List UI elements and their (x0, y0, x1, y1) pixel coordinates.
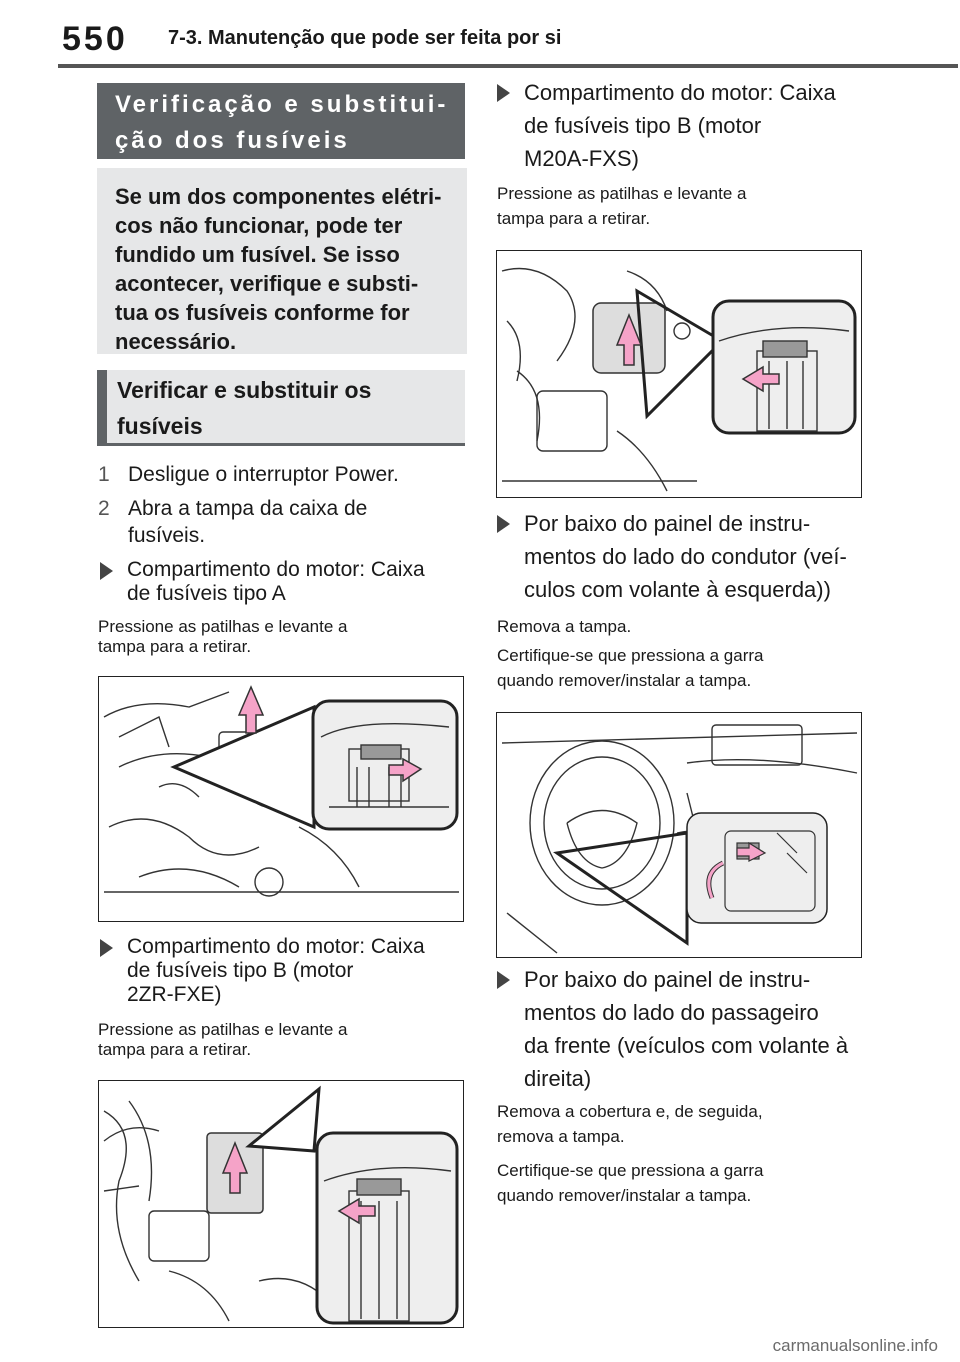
step-number: 1 (98, 463, 110, 486)
heading-line: Compartimento do motor: Caixa (127, 558, 425, 581)
fuse-box-type-b-m20a-heading (497, 76, 872, 176)
bullet-arrow-icon (100, 562, 113, 580)
callout-lines (557, 833, 687, 943)
bullet-arrow-icon (497, 84, 510, 102)
heading-line: Por baixo do painel de instru- (524, 967, 811, 992)
intro-line: necessário. (115, 329, 237, 354)
engine-bay-illustration (99, 677, 464, 922)
figure-fuse-box-type-a (98, 676, 464, 922)
section-title-line: ção dos fusíveis (115, 127, 350, 154)
heading-line: mentos do lado do condutor (veí- (524, 544, 847, 569)
step-text (128, 495, 473, 549)
body-line: Certifique-se que pressiona a garra (497, 1161, 764, 1180)
fuse-box-type-b-m20a-instructions (497, 181, 857, 231)
bullet-arrow-icon (497, 971, 510, 989)
detail-callout (313, 701, 457, 829)
step-2 (98, 495, 468, 551)
heading-text (524, 963, 869, 1095)
heading-text (127, 935, 467, 1007)
body-line: tampa para a retirar. (98, 637, 252, 656)
fuse-box-type-a-instructions (98, 617, 438, 657)
body-line: Pressione as patilhas e levante a (98, 617, 348, 636)
figure-fuse-box-type-b-m20a (496, 250, 862, 498)
fuse-box-type-b-2zr-heading (100, 935, 470, 1011)
step-text-line: fusíveis. (128, 524, 206, 547)
chapter-title: 7-3. Manutenção que pode ser feita por si (168, 27, 562, 49)
callout-lines (174, 707, 314, 827)
intro-line: Se um dos componentes elétri- (115, 184, 442, 209)
dashboard-illustration (497, 713, 862, 958)
heading-line: direita) (524, 1066, 592, 1091)
heading-text (524, 507, 869, 606)
figure-fuse-box-type-b-2zr (98, 1080, 464, 1328)
detail-callout (713, 301, 855, 433)
heading-line: de fusíveis tipo B (motor (524, 113, 762, 138)
body-line: quando remover/instalar a tampa. (497, 1186, 752, 1205)
bullet-arrow-icon (497, 515, 510, 533)
heading-line: M20A-FXS) (524, 146, 639, 171)
step-text-line: Abra a tampa da caixa de (128, 497, 368, 520)
page-number: 550 (62, 20, 128, 58)
fuse-box-type-a-heading (100, 558, 470, 608)
driver-side-panel-heading (497, 507, 872, 607)
body-line: tampa para a retirar. (98, 1040, 252, 1059)
body-line: quando remover/instalar a tampa. (497, 671, 752, 690)
callout-lines (249, 1089, 319, 1151)
body-line: tampa para a retirar. (497, 209, 651, 228)
engine-bay-illustration (99, 1081, 464, 1328)
heading-text (524, 76, 869, 175)
heading-line: da frente (veículos com volante à (524, 1033, 849, 1058)
body-line: remova a tampa. (497, 1127, 625, 1146)
heading-line: Compartimento do motor: Caixa (524, 80, 836, 105)
section-title-banner (97, 83, 465, 159)
intro-line: fundido um fusível. Se isso (115, 242, 400, 267)
engine-bay-illustration (497, 251, 862, 498)
step-text: Desligue o interruptor Power. (128, 463, 399, 486)
subsection-title-line: Verificar e substituir os (117, 377, 372, 403)
watermark: carmanualsonline.info (772, 1336, 938, 1355)
fuse-box-type-b-2zr-instructions (98, 1020, 438, 1060)
driver-side-remove-cover: Remova a tampa. (497, 617, 632, 636)
figure-driver-side-panel (496, 712, 862, 958)
detail-callout (317, 1133, 457, 1323)
heading-line: de fusíveis tipo A (127, 582, 286, 605)
section-title-line: Verificação e substitui- (115, 91, 449, 118)
intro-line: cos não funcionar, pode ter (115, 213, 403, 238)
heading-line: culos com volante à esquerda)) (524, 577, 831, 602)
step-number: 2 (98, 497, 110, 520)
driver-side-claw-note (497, 643, 857, 693)
passenger-side-claw-note (497, 1158, 857, 1208)
intro-box (97, 168, 467, 354)
heading-line: de fusíveis tipo B (motor (127, 959, 354, 982)
body-line: Remova a cobertura e, de seguida, (497, 1102, 763, 1121)
heading-line: mentos do lado do passageiro (524, 1000, 819, 1025)
heading-text (127, 558, 467, 606)
passenger-side-remove-cover (497, 1099, 857, 1149)
subsection-title-line: fusíveis (117, 413, 203, 439)
intro-line: tua os fusíveis conforme for (115, 300, 410, 325)
step-1 (98, 461, 468, 489)
subsection-title-banner (97, 370, 465, 446)
heading-line: 2ZR-FXE) (127, 983, 222, 1006)
intro-line: acontecer, verifique e substi- (115, 271, 419, 296)
body-line: Certifique-se que pressiona a garra (497, 646, 764, 665)
body-line: Pressione as patilhas e levante a (497, 184, 747, 203)
bullet-arrow-icon (100, 939, 113, 957)
body-line: Pressione as patilhas e levante a (98, 1020, 348, 1039)
heading-line: Compartimento do motor: Caixa (127, 935, 425, 958)
lift-arrow-icon (239, 687, 263, 733)
passenger-side-panel-heading (497, 963, 872, 1095)
heading-line: Por baixo do painel de instru- (524, 511, 811, 536)
header-divider (58, 64, 958, 68)
detail-callout (687, 813, 827, 923)
